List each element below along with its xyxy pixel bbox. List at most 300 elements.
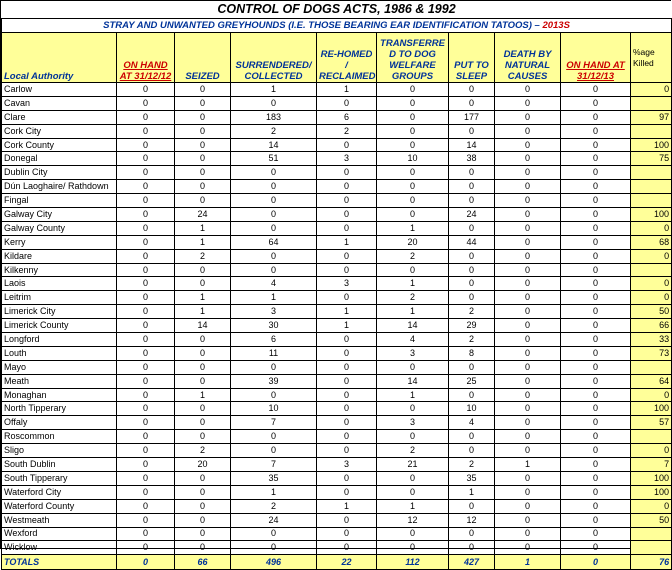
cell-put-to-sleep: 0 bbox=[449, 249, 495, 263]
cell-death: 0 bbox=[495, 499, 561, 513]
cell-on-hand-start: 0 bbox=[117, 374, 175, 388]
cell-put-to-sleep: 35 bbox=[449, 471, 495, 485]
cell-pct-killed bbox=[631, 263, 672, 277]
cell-transferred: 3 bbox=[377, 416, 449, 430]
cell-seized: 1 bbox=[175, 388, 231, 402]
cell-put-to-sleep: 44 bbox=[449, 235, 495, 249]
cell-put-to-sleep: 2 bbox=[449, 305, 495, 319]
cell-on-hand-end: 0 bbox=[561, 291, 631, 305]
cell-on-hand-end: 0 bbox=[561, 499, 631, 513]
cell-seized: 0 bbox=[175, 152, 231, 166]
cell-put-to-sleep: 0 bbox=[449, 499, 495, 513]
cell-death: 0 bbox=[495, 319, 561, 333]
cell-on-hand-start: 0 bbox=[117, 83, 175, 97]
cell-authority: Louth bbox=[2, 346, 117, 360]
cell-death: 0 bbox=[495, 96, 561, 110]
cell-authority: Waterford City bbox=[2, 485, 117, 499]
cell-transferred: 0 bbox=[377, 541, 449, 555]
cell-on-hand-end: 0 bbox=[561, 319, 631, 333]
cell-on-hand-end: 0 bbox=[561, 138, 631, 152]
cell-death: 0 bbox=[495, 124, 561, 138]
cell-transferred: 1 bbox=[377, 388, 449, 402]
cell-pct-killed: 75 bbox=[631, 152, 672, 166]
cell-on-hand-start: 0 bbox=[117, 555, 175, 570]
cell-seized: 0 bbox=[175, 499, 231, 513]
cell-rehomed: 0 bbox=[317, 166, 377, 180]
cell-seized: 66 bbox=[175, 555, 231, 570]
table-row bbox=[2, 208, 672, 222]
cell-transferred: 1 bbox=[377, 221, 449, 235]
cell-on-hand-end: 0 bbox=[561, 346, 631, 360]
cell-on-hand-start: 0 bbox=[117, 110, 175, 124]
cell-transferred: 10 bbox=[377, 152, 449, 166]
cell-seized: 0 bbox=[175, 263, 231, 277]
cell-put-to-sleep: 2 bbox=[449, 458, 495, 472]
cell-rehomed: 0 bbox=[317, 221, 377, 235]
cell-pct-killed: 100 bbox=[631, 471, 672, 485]
cell-authority: Cork City bbox=[2, 124, 117, 138]
cell-rehomed: 0 bbox=[317, 263, 377, 277]
cell-authority: Longford bbox=[2, 333, 117, 347]
header-authority: Local Authority bbox=[2, 33, 117, 83]
cell-put-to-sleep: 0 bbox=[449, 166, 495, 180]
cell-rehomed: 0 bbox=[317, 471, 377, 485]
cell-rehomed: 0 bbox=[317, 485, 377, 499]
cell-transferred: 0 bbox=[377, 96, 449, 110]
cell-put-to-sleep: 0 bbox=[449, 83, 495, 97]
cell-death: 0 bbox=[495, 416, 561, 430]
cell-death: 0 bbox=[495, 110, 561, 124]
cell-on-hand-start: 0 bbox=[117, 305, 175, 319]
cell-pct-killed: 50 bbox=[631, 513, 672, 527]
cell-death: 0 bbox=[495, 388, 561, 402]
subtitle-row bbox=[2, 19, 672, 33]
cell-transferred: 2 bbox=[377, 444, 449, 458]
cell-put-to-sleep: 24 bbox=[449, 208, 495, 222]
cell-seized: 0 bbox=[175, 402, 231, 416]
cell-seized: 1 bbox=[175, 221, 231, 235]
cell-transferred: 0 bbox=[377, 194, 449, 208]
cell-authority: Laois bbox=[2, 277, 117, 291]
cell-authority: Westmeath bbox=[2, 513, 117, 527]
cell-transferred: 1 bbox=[377, 277, 449, 291]
table-row bbox=[2, 249, 672, 263]
cell-pct-killed bbox=[631, 124, 672, 138]
cell-authority: Limerick City bbox=[2, 305, 117, 319]
cell-surrendered: 0 bbox=[231, 430, 317, 444]
cell-put-to-sleep: 0 bbox=[449, 360, 495, 374]
cell-rehomed: 0 bbox=[317, 541, 377, 555]
cell-put-to-sleep: 0 bbox=[449, 263, 495, 277]
cell-death: 0 bbox=[495, 221, 561, 235]
cell-seized: 0 bbox=[175, 360, 231, 374]
cell-transferred: 0 bbox=[377, 110, 449, 124]
cell-put-to-sleep: 2 bbox=[449, 333, 495, 347]
cell-pct-killed: 100 bbox=[631, 402, 672, 416]
cell-on-hand-start: 0 bbox=[117, 471, 175, 485]
cell-pct-killed: 100 bbox=[631, 208, 672, 222]
cell-authority: Wicklow bbox=[2, 541, 117, 555]
table-row bbox=[2, 180, 672, 194]
cell-put-to-sleep: 0 bbox=[449, 388, 495, 402]
cell-on-hand-start: 0 bbox=[117, 152, 175, 166]
cell-on-hand-end: 0 bbox=[561, 513, 631, 527]
cell-rehomed: 0 bbox=[317, 513, 377, 527]
cell-death: 0 bbox=[495, 471, 561, 485]
cell-on-hand-end: 0 bbox=[561, 180, 631, 194]
cell-on-hand-end: 0 bbox=[561, 124, 631, 138]
cell-death: 0 bbox=[495, 194, 561, 208]
cell-death: 0 bbox=[495, 208, 561, 222]
cell-put-to-sleep: 0 bbox=[449, 430, 495, 444]
cell-seized: 0 bbox=[175, 374, 231, 388]
subtitle-year: 2013S bbox=[542, 20, 570, 31]
cell-pct-killed: 97 bbox=[631, 110, 672, 124]
cell-authority: Kerry bbox=[2, 235, 117, 249]
cell-put-to-sleep: 12 bbox=[449, 513, 495, 527]
table-row bbox=[2, 527, 672, 541]
cell-on-hand-start: 0 bbox=[117, 346, 175, 360]
cell-transferred: 2 bbox=[377, 249, 449, 263]
cell-rehomed: 0 bbox=[317, 138, 377, 152]
cell-on-hand-end: 0 bbox=[561, 430, 631, 444]
cell-pct-killed: 0 bbox=[631, 249, 672, 263]
cell-surrendered: 0 bbox=[231, 527, 317, 541]
cell-pct-killed: 100 bbox=[631, 485, 672, 499]
cell-death: 0 bbox=[495, 346, 561, 360]
table-row bbox=[2, 305, 672, 319]
cell-transferred: 0 bbox=[377, 208, 449, 222]
cell-authority: Meath bbox=[2, 374, 117, 388]
cell-authority: Waterford County bbox=[2, 499, 117, 513]
cell-rehomed: 0 bbox=[317, 194, 377, 208]
cell-authority: Donegal bbox=[2, 152, 117, 166]
cell-put-to-sleep: 8 bbox=[449, 346, 495, 360]
cell-surrendered: 0 bbox=[231, 541, 317, 555]
cell-on-hand-start: 0 bbox=[117, 360, 175, 374]
cell-pct-killed: 73 bbox=[631, 346, 672, 360]
cell-put-to-sleep: 0 bbox=[449, 277, 495, 291]
cell-on-hand-end: 0 bbox=[561, 527, 631, 541]
cell-transferred: 1 bbox=[377, 499, 449, 513]
table-row bbox=[2, 513, 672, 527]
cell-on-hand-end: 0 bbox=[561, 374, 631, 388]
cell-on-hand-end: 0 bbox=[561, 485, 631, 499]
cell-transferred: 0 bbox=[377, 83, 449, 97]
cell-on-hand-start: 0 bbox=[117, 277, 175, 291]
cell-pct-killed bbox=[631, 541, 672, 555]
cell-on-hand-end: 0 bbox=[561, 263, 631, 277]
cell-rehomed: 0 bbox=[317, 249, 377, 263]
cell-authority: Cork County bbox=[2, 138, 117, 152]
cell-death: 0 bbox=[495, 541, 561, 555]
table-row bbox=[2, 360, 672, 374]
table-row bbox=[2, 333, 672, 347]
cell-put-to-sleep: 177 bbox=[449, 110, 495, 124]
table-row bbox=[2, 263, 672, 277]
cell-seized: 24 bbox=[175, 208, 231, 222]
cell-on-hand-start: 0 bbox=[117, 527, 175, 541]
cell-rehomed: 2 bbox=[317, 124, 377, 138]
header-transferred: TRANSFERRE D TO DOG WELFARE GROUPS bbox=[377, 33, 449, 83]
header-death: DEATH BY NATURAL CAUSES bbox=[495, 33, 561, 83]
header-on-hand-end: ON HAND AT 31/12/13 bbox=[561, 33, 631, 83]
cell-seized: 20 bbox=[175, 458, 231, 472]
table-row bbox=[2, 458, 672, 472]
cell-put-to-sleep: 4 bbox=[449, 416, 495, 430]
cell-authority: TOTALS bbox=[2, 555, 117, 570]
cell-pct-killed: 50 bbox=[631, 305, 672, 319]
table-row bbox=[2, 471, 672, 485]
cell-rehomed: 1 bbox=[317, 305, 377, 319]
cell-on-hand-start: 0 bbox=[117, 291, 175, 305]
cell-authority: Limerick County bbox=[2, 319, 117, 333]
header-surrendered: SURRENDERED/ COLLECTED bbox=[231, 33, 317, 83]
cell-on-hand-end: 0 bbox=[561, 360, 631, 374]
cell-rehomed: 0 bbox=[317, 291, 377, 305]
cell-transferred: 0 bbox=[377, 471, 449, 485]
cell-seized: 2 bbox=[175, 249, 231, 263]
cell-seized: 0 bbox=[175, 138, 231, 152]
cell-on-hand-start: 0 bbox=[117, 194, 175, 208]
cell-pct-killed bbox=[631, 430, 672, 444]
cell-on-hand-end: 0 bbox=[561, 555, 631, 570]
cell-seized: 0 bbox=[175, 513, 231, 527]
cell-on-hand-end: 0 bbox=[561, 471, 631, 485]
table-row bbox=[2, 110, 672, 124]
header-row bbox=[2, 33, 672, 83]
cell-death: 0 bbox=[495, 166, 561, 180]
cell-put-to-sleep: 0 bbox=[449, 194, 495, 208]
cell-rehomed: 0 bbox=[317, 360, 377, 374]
cell-death: 0 bbox=[495, 291, 561, 305]
cell-death: 0 bbox=[495, 333, 561, 347]
table-row bbox=[2, 485, 672, 499]
cell-surrendered: 0 bbox=[231, 221, 317, 235]
cell-seized: 0 bbox=[175, 485, 231, 499]
cell-rehomed: 0 bbox=[317, 527, 377, 541]
table-row bbox=[2, 319, 672, 333]
cell-authority: Dún Laoghaire/ Rathdown bbox=[2, 180, 117, 194]
cell-authority: Offaly bbox=[2, 416, 117, 430]
cell-pct-killed bbox=[631, 96, 672, 110]
cell-authority: Cavan bbox=[2, 96, 117, 110]
table-row bbox=[2, 166, 672, 180]
header-on-hand-start: ON HAND AT 31/12/12 bbox=[117, 33, 175, 83]
cell-death: 0 bbox=[495, 402, 561, 416]
cell-on-hand-start: 0 bbox=[117, 180, 175, 194]
cell-on-hand-start: 0 bbox=[117, 249, 175, 263]
cell-transferred: 0 bbox=[377, 263, 449, 277]
cell-on-hand-start: 0 bbox=[117, 430, 175, 444]
cell-pct-killed: 0 bbox=[631, 277, 672, 291]
cell-on-hand-start: 0 bbox=[117, 138, 175, 152]
greyhound-table bbox=[1, 1, 672, 570]
cell-death: 0 bbox=[495, 263, 561, 277]
cell-on-hand-start: 0 bbox=[117, 541, 175, 555]
cell-on-hand-start: 0 bbox=[117, 513, 175, 527]
cell-rehomed: 1 bbox=[317, 83, 377, 97]
table-row bbox=[2, 138, 672, 152]
cell-authority: Clare bbox=[2, 110, 117, 124]
table-row bbox=[2, 235, 672, 249]
cell-seized: 0 bbox=[175, 194, 231, 208]
table-row bbox=[2, 541, 672, 555]
cell-on-hand-start: 0 bbox=[117, 263, 175, 277]
cell-seized: 0 bbox=[175, 166, 231, 180]
cell-pct-killed: 0 bbox=[631, 291, 672, 305]
cell-death: 0 bbox=[495, 180, 561, 194]
cell-authority: Dublin City bbox=[2, 166, 117, 180]
cell-transferred: 20 bbox=[377, 235, 449, 249]
cell-on-hand-start: 0 bbox=[117, 96, 175, 110]
table-row bbox=[2, 277, 672, 291]
cell-put-to-sleep: 38 bbox=[449, 152, 495, 166]
cell-transferred: 0 bbox=[377, 124, 449, 138]
cell-transferred: 0 bbox=[377, 402, 449, 416]
cell-surrendered: 64 bbox=[231, 235, 317, 249]
cell-authority: North Tipperary bbox=[2, 402, 117, 416]
cell-authority: Roscommon bbox=[2, 430, 117, 444]
cell-death: 1 bbox=[495, 555, 561, 570]
cell-transferred: 2 bbox=[377, 291, 449, 305]
cell-on-hand-end: 0 bbox=[561, 388, 631, 402]
table-row bbox=[2, 430, 672, 444]
cell-transferred: 12 bbox=[377, 513, 449, 527]
cell-seized: 1 bbox=[175, 305, 231, 319]
cell-on-hand-end: 0 bbox=[561, 402, 631, 416]
cell-pct-killed: 66 bbox=[631, 319, 672, 333]
cell-put-to-sleep: 0 bbox=[449, 221, 495, 235]
cell-authority: Mayo bbox=[2, 360, 117, 374]
cell-pct-killed: 0 bbox=[631, 499, 672, 513]
header-seized: SEIZED bbox=[175, 33, 231, 83]
cell-pct-killed: 64 bbox=[631, 374, 672, 388]
cell-on-hand-start: 0 bbox=[117, 416, 175, 430]
cell-on-hand-start: 0 bbox=[117, 388, 175, 402]
cell-death: 1 bbox=[495, 458, 561, 472]
cell-surrendered: 24 bbox=[231, 513, 317, 527]
table-row bbox=[2, 152, 672, 166]
cell-authority: Kildare bbox=[2, 249, 117, 263]
cell-on-hand-end: 0 bbox=[561, 333, 631, 347]
header-put-to-sleep: PUT TO SLEEP bbox=[449, 33, 495, 83]
table-row bbox=[2, 416, 672, 430]
subtitle-text: STRAY AND UNWANTED GREYHOUNDS (I.E. THOSE BEARING EAR IDENTIFICATION TATOOS) – bbox=[103, 20, 543, 31]
table-row bbox=[2, 124, 672, 138]
cell-surrendered: 0 bbox=[231, 444, 317, 458]
cell-surrendered: 11 bbox=[231, 346, 317, 360]
cell-on-hand-end: 0 bbox=[561, 208, 631, 222]
cell-pct-killed bbox=[631, 360, 672, 374]
cell-authority: Wexford bbox=[2, 527, 117, 541]
cell-rehomed: 6 bbox=[317, 110, 377, 124]
cell-rehomed: 0 bbox=[317, 333, 377, 347]
cell-put-to-sleep: 0 bbox=[449, 180, 495, 194]
cell-surrendered: 1 bbox=[231, 485, 317, 499]
cell-authority: Leitrim bbox=[2, 291, 117, 305]
cell-put-to-sleep: 0 bbox=[449, 527, 495, 541]
cell-surrendered: 183 bbox=[231, 110, 317, 124]
cell-seized: 0 bbox=[175, 333, 231, 347]
cell-surrendered: 2 bbox=[231, 499, 317, 513]
cell-pct-killed: 0 bbox=[631, 444, 672, 458]
cell-rehomed: 1 bbox=[317, 235, 377, 249]
cell-pct-killed: 100 bbox=[631, 138, 672, 152]
cell-pct-killed bbox=[631, 166, 672, 180]
cell-surrendered: 1 bbox=[231, 291, 317, 305]
cell-put-to-sleep: 0 bbox=[449, 444, 495, 458]
cell-death: 0 bbox=[495, 360, 561, 374]
cell-surrendered: 30 bbox=[231, 319, 317, 333]
cell-transferred: 14 bbox=[377, 319, 449, 333]
cell-death: 0 bbox=[495, 83, 561, 97]
cell-authority: South Tipperary bbox=[2, 471, 117, 485]
cell-rehomed: 3 bbox=[317, 277, 377, 291]
cell-on-hand-end: 0 bbox=[561, 416, 631, 430]
cell-pct-killed: 0 bbox=[631, 221, 672, 235]
cell-pct-killed bbox=[631, 194, 672, 208]
cell-seized: 0 bbox=[175, 527, 231, 541]
cell-death: 0 bbox=[495, 235, 561, 249]
cell-rehomed: 0 bbox=[317, 430, 377, 444]
cell-pct-killed: 33 bbox=[631, 333, 672, 347]
cell-put-to-sleep: 14 bbox=[449, 138, 495, 152]
cell-rehomed: 0 bbox=[317, 96, 377, 110]
cell-on-hand-start: 0 bbox=[117, 402, 175, 416]
cell-surrendered: 0 bbox=[231, 263, 317, 277]
cell-rehomed: 1 bbox=[317, 499, 377, 513]
cell-seized: 0 bbox=[175, 416, 231, 430]
cell-authority: Galway City bbox=[2, 208, 117, 222]
cell-authority: Galway County bbox=[2, 221, 117, 235]
cell-pct-killed bbox=[631, 180, 672, 194]
cell-death: 0 bbox=[495, 527, 561, 541]
cell-transferred: 0 bbox=[377, 527, 449, 541]
cell-rehomed: 3 bbox=[317, 458, 377, 472]
cell-surrendered: 0 bbox=[231, 166, 317, 180]
cell-transferred: 0 bbox=[377, 430, 449, 444]
cell-surrendered: 0 bbox=[231, 194, 317, 208]
cell-put-to-sleep: 0 bbox=[449, 291, 495, 305]
cell-transferred: 21 bbox=[377, 458, 449, 472]
cell-death: 0 bbox=[495, 485, 561, 499]
cell-pct-killed bbox=[631, 527, 672, 541]
cell-death: 0 bbox=[495, 305, 561, 319]
cell-seized: 2 bbox=[175, 444, 231, 458]
cell-death: 0 bbox=[495, 277, 561, 291]
cell-seized: 0 bbox=[175, 110, 231, 124]
cell-on-hand-start: 0 bbox=[117, 319, 175, 333]
cell-death: 0 bbox=[495, 444, 561, 458]
cell-on-hand-start: 0 bbox=[117, 333, 175, 347]
cell-transferred: 0 bbox=[377, 360, 449, 374]
cell-put-to-sleep: 427 bbox=[449, 555, 495, 570]
cell-on-hand-end: 0 bbox=[561, 235, 631, 249]
cell-authority: Sligo bbox=[2, 444, 117, 458]
cell-pct-killed: 57 bbox=[631, 416, 672, 430]
cell-surrendered: 0 bbox=[231, 360, 317, 374]
cell-surrendered: 2 bbox=[231, 124, 317, 138]
cell-surrendered: 51 bbox=[231, 152, 317, 166]
cell-surrendered: 6 bbox=[231, 333, 317, 347]
cell-transferred: 0 bbox=[377, 138, 449, 152]
cell-death: 0 bbox=[495, 430, 561, 444]
cell-on-hand-start: 0 bbox=[117, 166, 175, 180]
cell-put-to-sleep: 29 bbox=[449, 319, 495, 333]
table-row bbox=[2, 346, 672, 360]
cell-on-hand-end: 0 bbox=[561, 110, 631, 124]
